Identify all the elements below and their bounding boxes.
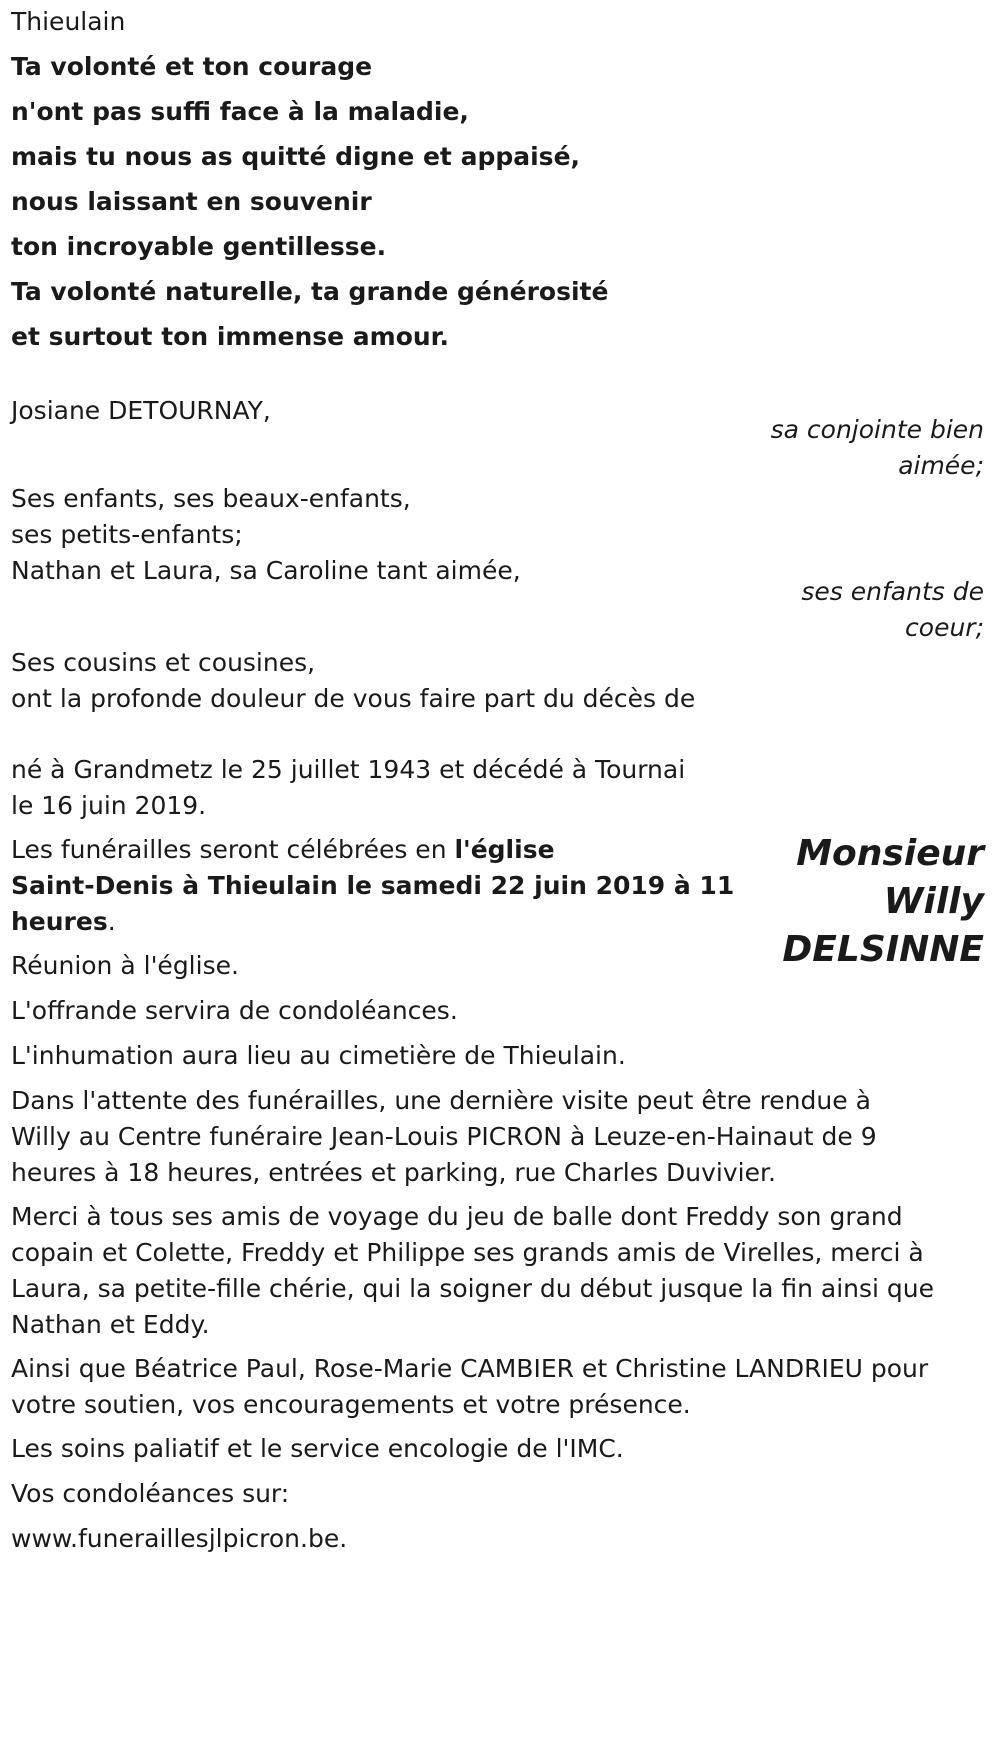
- cousins-line-1: Ses cousins et cousines,: [11, 648, 316, 677]
- offrande-text: L'offrande servira de condoléances.: [11, 996, 458, 1025]
- also-line-1: Ainsi que Béatrice Paul, Rose-Marie CAMBIER et Christine LANDRIEU pour: [11, 1354, 929, 1383]
- funeral-hour: heures: [11, 907, 108, 936]
- spouse-name: Josiane DETOURNAY,: [11, 396, 271, 425]
- deceased-first-name: Willy: [883, 881, 984, 922]
- children-line-3: Nathan et Laura, sa Caroline tant aimée,: [11, 556, 521, 585]
- inhumation-text: L'inhumation aura lieu au cimetière de Thieulain.: [11, 1041, 626, 1070]
- poem-line-3: mais tu nous as quitté digne et appaisé,: [11, 142, 581, 171]
- condolences-label: Vos condoléances sur:: [11, 1479, 290, 1508]
- spouse-role-line-2: aimée;: [898, 451, 984, 480]
- funeral-end: .: [107, 907, 116, 936]
- birth-line-2: le 16 juin 2019.: [11, 791, 207, 820]
- place-name: Thieulain: [11, 7, 126, 36]
- poem-line-2: n'ont pas suffi face à la maladie,: [11, 97, 469, 126]
- deceased-title: Monsieur: [796, 833, 984, 874]
- children-role-line-1: ses enfants de: [801, 577, 984, 606]
- thanks-line-1: Merci à tous ses amis de voyage du jeu de balle dont Freddy son grand: [11, 1202, 903, 1231]
- poem-line-1: Ta volonté et ton courage: [11, 52, 373, 81]
- visit-line-1: Dans l'attente des funérailles, une dernière visite peut être rendue à: [11, 1086, 871, 1115]
- cousins-line-2: ont la profonde douleur de vous faire part du décès de: [11, 684, 696, 713]
- visit-line-3: heures à 18 heures, entrées et parking, rue Charles Duvivier.: [11, 1158, 776, 1187]
- funeral-line-2: [11, 868, 734, 904]
- poem-line-5: ton incroyable gentillesse.: [11, 232, 387, 261]
- also-line-2: votre soutien, vos encouragements et votre présence.: [11, 1390, 691, 1419]
- funeral-line-1: [11, 832, 555, 868]
- thanks-line-3: Laura, sa petite-fille chérie, qui la soigner du début jusque la fin ainsi que: [11, 1274, 935, 1303]
- children-role-line-2: coeur;: [905, 613, 984, 642]
- reunion-text: Réunion à l'église.: [11, 951, 239, 980]
- poem-line-4: nous laissant en souvenir: [11, 187, 372, 216]
- website-link[interactable]: www.funeraillesjlpicron.be.: [11, 1524, 348, 1553]
- poem-line-6: Ta volonté naturelle, ta grande générosité: [11, 277, 609, 306]
- funeral-location-date: Saint-Denis à Thieulain le samedi 22 juin 2019 à 11: [11, 871, 735, 900]
- visit-line-2: Willy au Centre funéraire Jean-Louis PICRON à Leuze-en-Hainaut de 9: [11, 1122, 877, 1151]
- thanks-line-2: copain et Colette, Freddy et Philippe ses grands amis de Virelles, merci à: [11, 1238, 924, 1267]
- children-line-1: Ses enfants, ses beaux-enfants,: [11, 484, 411, 513]
- spouse-role-line-1: sa conjointe bien: [770, 415, 984, 444]
- birth-line-1: né à Grandmetz le 25 juillet 1943 et décédé à Tournai: [11, 755, 686, 784]
- funeral-church: l'église: [454, 835, 555, 864]
- thanks-line-4: Nathan et Eddy.: [11, 1310, 210, 1339]
- deceased-last-name: DELSINNE: [782, 929, 984, 970]
- funeral-line-3: [11, 904, 116, 940]
- care-text: Les soins paliatif et le service encologie de l'IMC.: [11, 1434, 624, 1463]
- deceased-name: [734, 830, 984, 974]
- funeral-intro: Les funérailles seront célébrées en: [11, 835, 455, 864]
- children-line-2: ses petits-enfants;: [11, 520, 243, 549]
- poem-line-7: et surtout ton immense amour.: [11, 322, 449, 351]
